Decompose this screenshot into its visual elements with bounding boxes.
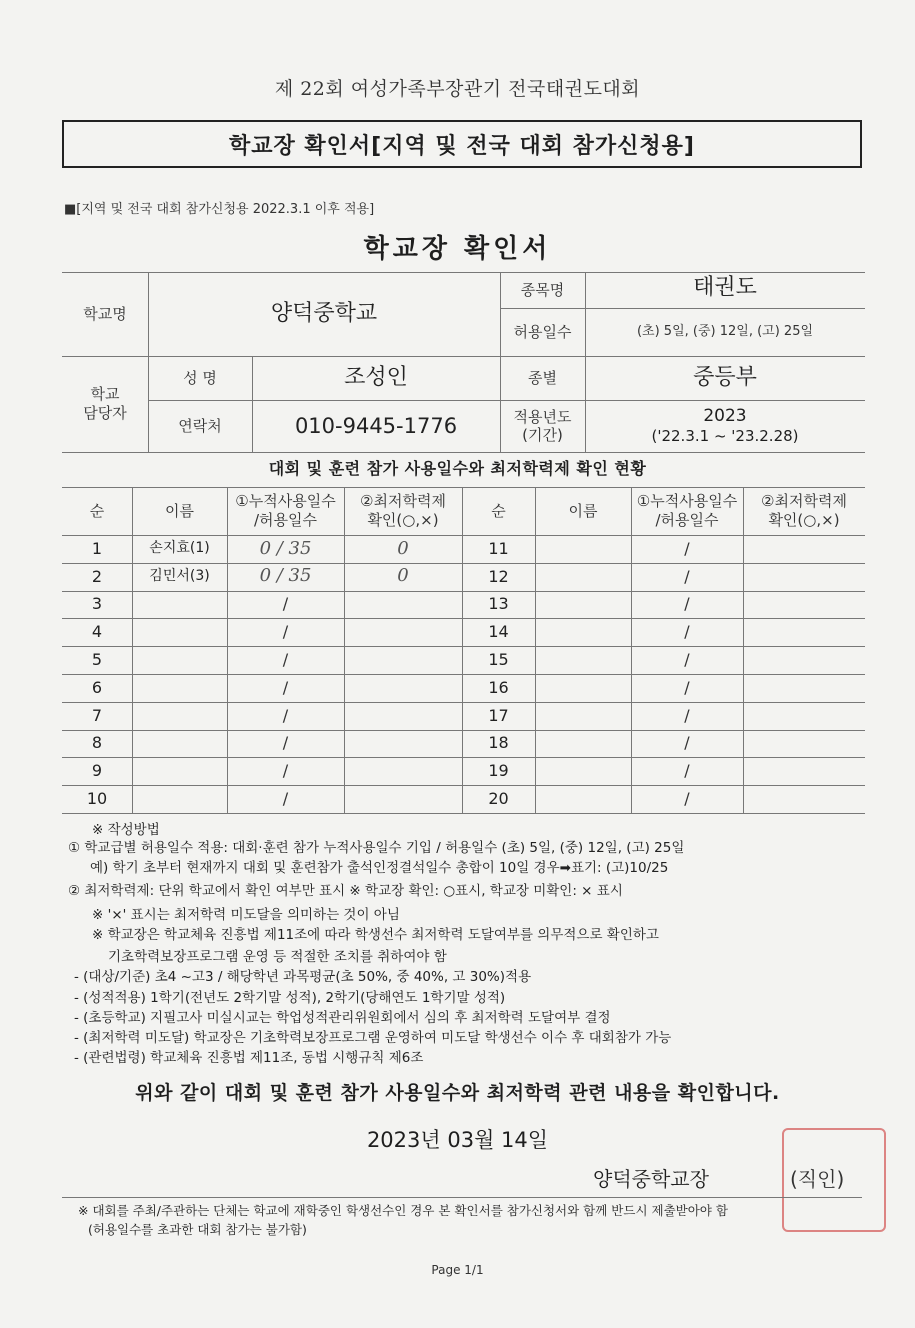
athlete-name [535, 702, 631, 730]
athlete-name [535, 646, 631, 674]
row-number: 3 [91, 594, 103, 614]
note-line: ① 학교급별 허용일수 적용: 대회·훈련 참가 누적사용일수 기입 / 허용일수 (초) 5일, (중) 12일, (고) 25일 [68, 840, 685, 856]
principal-signature: 양덕중학교장 [593, 1167, 709, 1191]
row-number: 18 [488, 733, 509, 753]
athlete-name [535, 757, 631, 785]
athlete-name [132, 618, 227, 646]
row-number: 5 [91, 650, 103, 670]
used-days: / [282, 622, 289, 642]
row-number: 8 [91, 733, 103, 753]
used-days: / [282, 705, 289, 725]
row-number: 20 [488, 789, 509, 809]
manager-name-value: 조성인 [344, 365, 408, 391]
athlete-name [535, 785, 631, 813]
row-number: 12 [488, 566, 509, 586]
used-days: / [684, 622, 690, 642]
academic-check [743, 591, 865, 619]
academic-check [743, 730, 865, 758]
header-check: ②최저학력제 확인(○,×) [360, 492, 446, 529]
academic-check [743, 674, 865, 702]
used-days: / [282, 761, 289, 781]
academic-check [743, 757, 865, 785]
header-check: ②최저학력제 확인(○,×) [761, 492, 847, 529]
academic-check: 0 [397, 537, 409, 559]
row-number: 6 [91, 677, 103, 697]
note-line: - (성적적용) 1학기(전년도 2학기말 성적), 2학기(당해연도 1학기말 성적) [74, 990, 506, 1006]
academic-check [743, 785, 865, 813]
footer-note-line: ※ 대회를 주최/주관하는 단체는 학교에 재학중인 학생선수인 경우 본 확인서를 참가신청서와 함께 반드시 제출받아야 함 [78, 1203, 728, 1218]
event-name-value: 태권도 [693, 275, 757, 301]
header-no: 순 [491, 501, 506, 520]
used-days: 0 / 35 [259, 537, 312, 559]
contact-label: 연락처 [178, 416, 222, 435]
row-number: 4 [91, 622, 103, 642]
school-name-value: 양덕중학교 [270, 301, 378, 327]
used-days: / [684, 705, 690, 725]
page-number: Page 1/1 [431, 1263, 484, 1277]
row-number: 11 [488, 538, 509, 558]
header-no: 순 [89, 501, 105, 520]
athlete-name [535, 535, 631, 563]
athlete-name [535, 591, 631, 619]
division-value: 중등부 [693, 365, 757, 391]
header-name: 이름 [568, 501, 598, 520]
manager-label: 학교 담당자 [83, 385, 127, 422]
athlete-name [132, 785, 227, 813]
athlete-name [132, 591, 227, 619]
academic-check: 0 [397, 565, 409, 587]
note-line: 예) 학기 초부터 현재까지 대회 및 훈련참가 출석인정결석일수 총합이 10일 경우➡표기: (고)10/25 [90, 860, 669, 876]
used-days: / [282, 677, 289, 697]
note-line: ※ '×' 표시는 최저학력 미도달을 의미하는 것이 아님 [92, 907, 400, 923]
used-days: 0 / 35 [259, 565, 312, 587]
allowed-days-value: (초) 5일, (중) 12일, (고) 25일 [636, 323, 814, 339]
confirmation-sentence: 위와 같이 대회 및 훈련 참가 사용일수와 최저학력 관련 내용을 확인합니다. [135, 1082, 780, 1104]
school-name-label: 학교명 [83, 304, 127, 323]
academic-check [344, 646, 462, 674]
used-days: / [684, 761, 690, 781]
usage-section-title: 대회 및 훈련 참가 사용일수와 최저학력제 확인 현황 [268, 459, 647, 478]
form-version-note: ■[지역 및 전국 대회 참가신청용 2022.3.1 이후 적용] [64, 202, 375, 217]
athlete-name [535, 674, 631, 702]
athlete-name [535, 730, 631, 758]
note-heading: ※ 작성방법 [92, 822, 160, 838]
note-line: - (초등학교) 지필고사 미실시교는 학업성적관리위원회에서 심의 후 최저학력 도달여부 결정 [74, 1010, 611, 1026]
used-days: / [684, 594, 690, 614]
athlete-name [132, 674, 227, 702]
header-name: 이름 [165, 501, 194, 520]
row-number: 10 [86, 789, 108, 809]
division-label: 종별 [528, 368, 557, 387]
athlete-name: 손지효(1) [149, 540, 210, 557]
athlete-name [132, 646, 227, 674]
used-days: / [282, 650, 289, 670]
athlete-name [132, 730, 227, 758]
academic-check [344, 730, 462, 758]
header-days: ①누적사용일수 /허용일수 [636, 492, 738, 529]
used-days: / [684, 733, 690, 753]
academic-check [743, 646, 865, 674]
athlete-name [132, 757, 227, 785]
form-heading: 학교장 확인서 [363, 234, 552, 264]
row-number: 17 [488, 705, 509, 725]
athlete-name [132, 702, 227, 730]
used-days: / [282, 733, 289, 753]
academic-check [344, 702, 462, 730]
academic-check [743, 563, 865, 591]
table-grid-line [62, 813, 865, 814]
seal-label: (직인) [790, 1167, 845, 1191]
academic-check [743, 702, 865, 730]
row-number: 19 [488, 761, 509, 781]
footer-divider [62, 1197, 862, 1198]
athlete-name [535, 563, 631, 591]
event-title: 제 22회 여성가족부장관기 전국태권도대회 [274, 78, 641, 100]
footer-note-line: (허용일수를 초과한 대회 참가는 불가함) [88, 1221, 307, 1237]
academic-check [743, 618, 865, 646]
issue-date: 2023년 03월 14일 [366, 1128, 549, 1152]
row-number: 16 [488, 677, 509, 697]
allowed-days-label: 허용일수 [513, 322, 572, 341]
academic-check [344, 618, 462, 646]
row-number: 13 [488, 594, 509, 614]
used-days: / [684, 566, 690, 586]
year-label: 적용년도 (기간) [513, 408, 572, 444]
academic-check [344, 591, 462, 619]
athlete-name [535, 618, 631, 646]
year-period: ('22.3.1 ~ '23.2.28) [651, 427, 799, 446]
academic-check [344, 674, 462, 702]
name-label: 성 명 [183, 368, 217, 387]
header-days: ①누적사용일수 /허용일수 [235, 492, 336, 529]
footer-note [78, 1202, 728, 1240]
note-line: ② 최저학력제: 단위 학교에서 확인 여부만 표시 ※ 학교장 확인: ○표시, 학교장 미확인: × 표시 [68, 883, 623, 899]
academic-check [344, 785, 462, 813]
note-line: - (대상/기준) 초4 ~고3 / 해당학년 과목평균(초 50%, 중 40%, 고 30%)적용 [74, 969, 532, 985]
used-days: / [282, 789, 289, 809]
row-number: 7 [91, 705, 103, 725]
academic-check [743, 535, 865, 563]
used-days: / [684, 677, 690, 697]
note-line: 기초학력보장프로그램 운영 등 적절한 조치를 취하여야 함 [108, 949, 447, 965]
row-number: 2 [91, 566, 103, 586]
academic-check [344, 757, 462, 785]
athlete-name: 김민서(3) [149, 567, 210, 584]
year-value: 2023 [703, 406, 747, 426]
note-line: ※ 학교장은 학교체육 진흥법 제11조에 따라 학생선수 최저학력 도달여부를 의무적으로 확인하고 [92, 927, 659, 943]
document-title-box: 학교장 확인서[지역 및 전국 대회 참가신청용] [62, 120, 862, 168]
used-days: / [684, 650, 690, 670]
contact-value: 010-9445-1776 [294, 413, 458, 438]
row-number: 15 [488, 650, 509, 670]
row-number: 1 [91, 538, 103, 558]
row-number: 14 [488, 622, 509, 642]
used-days: / [282, 594, 289, 614]
note-line: - (최저학력 미도달) 학교장은 기초학력보장프로그램 운영하여 미도달 학생선수 이수 후 대회참가 가능 [74, 1030, 672, 1046]
used-days: / [684, 789, 690, 809]
used-days: / [684, 538, 690, 558]
year-cell [585, 400, 865, 452]
note-line: - (관련법령) 학교체육 진흥법 제11조, 동법 시행규칙 제6조 [74, 1050, 424, 1066]
event-name-label: 종목명 [520, 280, 565, 299]
row-number: 9 [91, 761, 103, 781]
